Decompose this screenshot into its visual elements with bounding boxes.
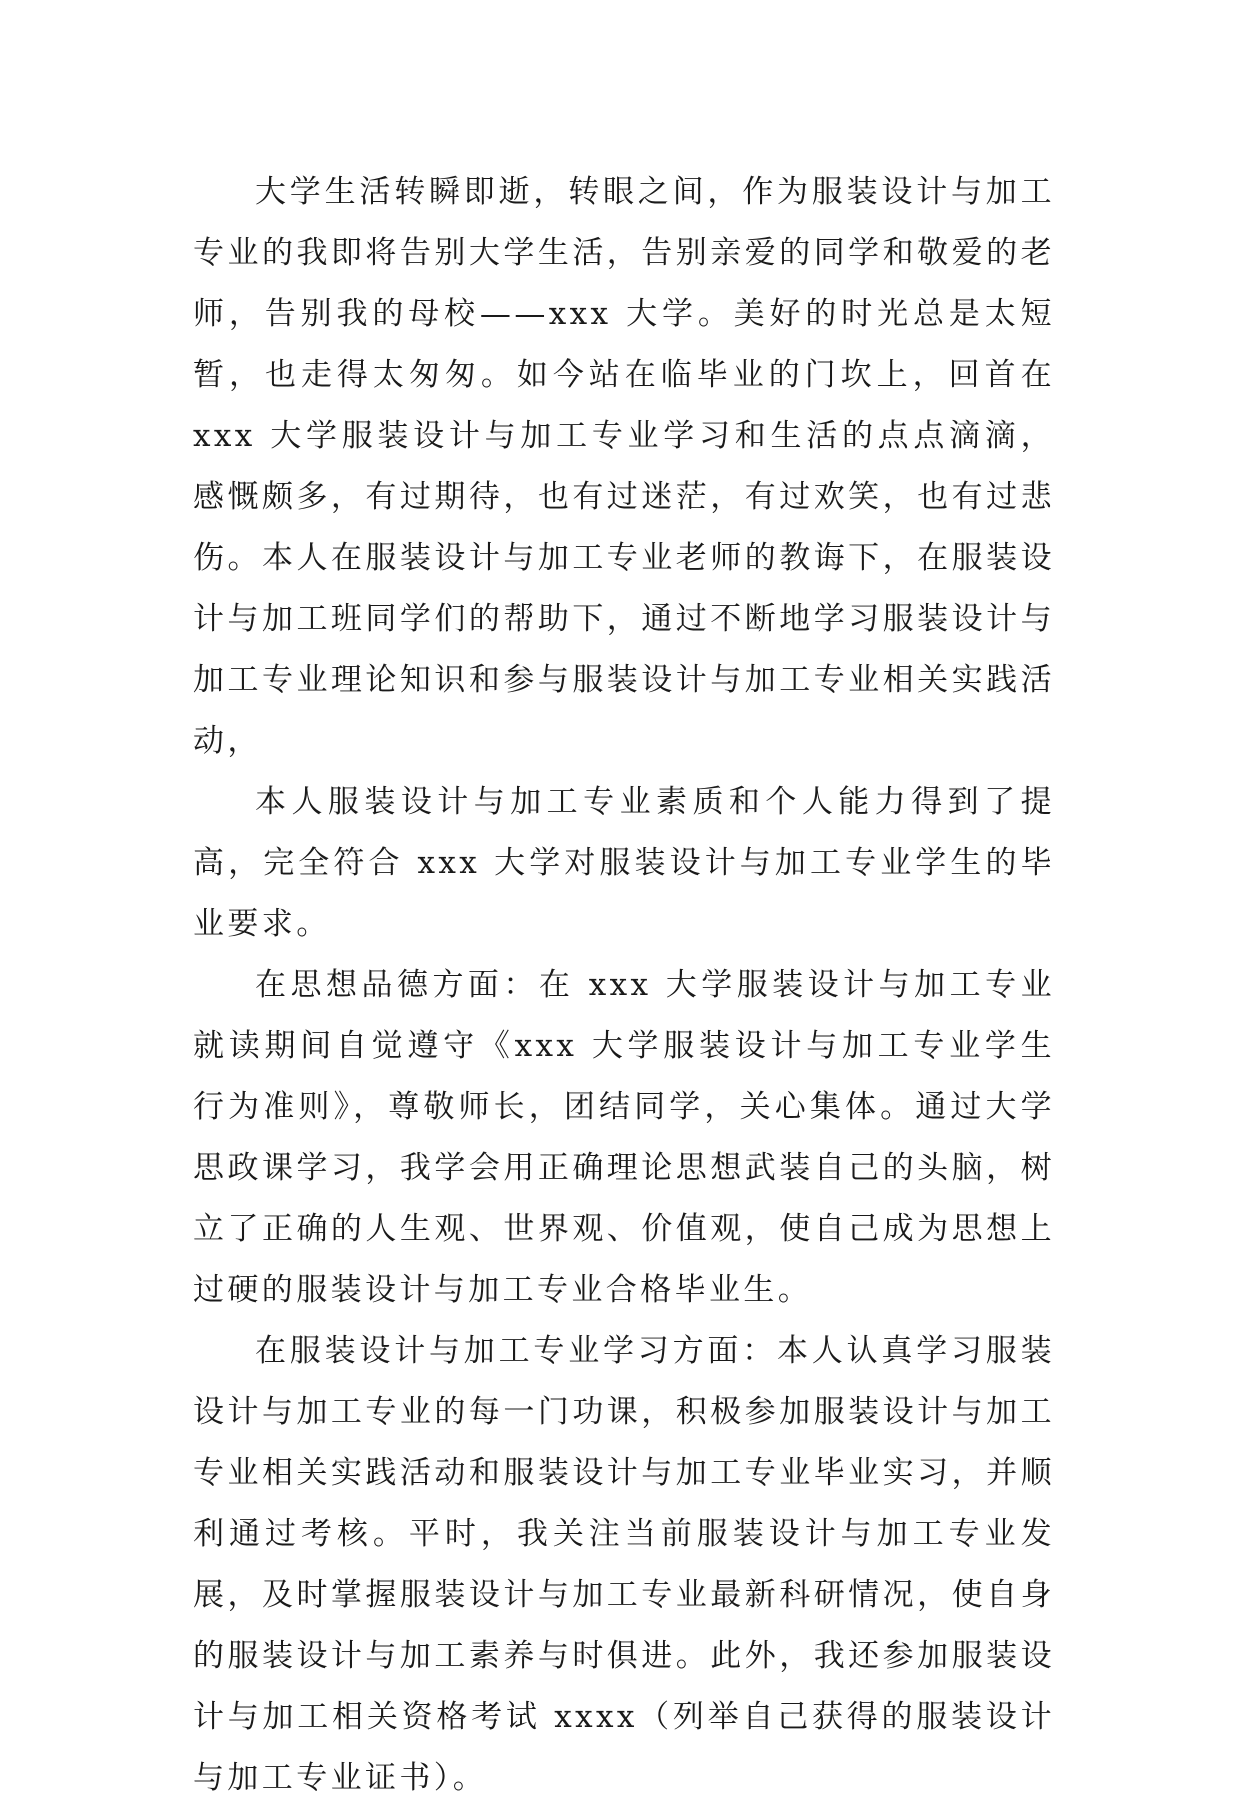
- paragraph-study: 在服装设计与加工专业学习方面：本人认真学习服装设计与加工专业的每一门功课，积极参加服装设计与加工专业相关实践活动和服装设计与加工专业毕业实习，并顺利通过考核。平时，我关注当前服装设计与加工专业发展，及时掌握服装设计与加工专业最新科研情况，使自身的服装设计与加工素养与时俱进。此外，我还参加服装设计与加工相关资格考试 xxxx（列举自己获得的服装设计与加工专业证书）。: [193, 1333, 1055, 1796]
- paragraph-intro: 大学生活转瞬即逝，转眼之间，作为服装设计与加工专业的我即将告别大学生活，告别亲爱的同学和敬爱的老师，告别我的母校——xxx 大学。美好的时光总是太短暂，也走得太匆匆。如今站在临毕业的门坎上，回首在 xxx 大学服装设计与加工专业学习和生活的点点滴滴，感慨颇多，有过期待，也有过迷茫，有过欢笑，也有过悲伤。本人在服装设计与加工专业老师的教诲下，在服装设计与加工班同学们的帮助下，通过不断地学习服装设计与加工专业理论知识和参与服装设计与加工专业相关实践活动，: [193, 174, 1055, 759]
- document-body: [193, 162, 1055, 1809]
- paragraph-morality: 在思想品德方面：在 xxx 大学服装设计与加工专业就读期间自觉遵守《xxx 大学服装设计与加工专业学生行为准则》，尊敬师长，团结同学，关心集体。通过大学思政课学习，我学会用正确理论思想武装自己的头脑，树立了正确的人生观、世界观、价值观，使自己成为思想上过硬的服装设计与加工专业合格毕业生。: [193, 967, 1055, 1308]
- paragraph-qualification: 本人服装设计与加工专业素质和个人能力得到了提高，完全符合 xxx 大学对服装设计与加工专业学生的毕业要求。: [193, 784, 1055, 942]
